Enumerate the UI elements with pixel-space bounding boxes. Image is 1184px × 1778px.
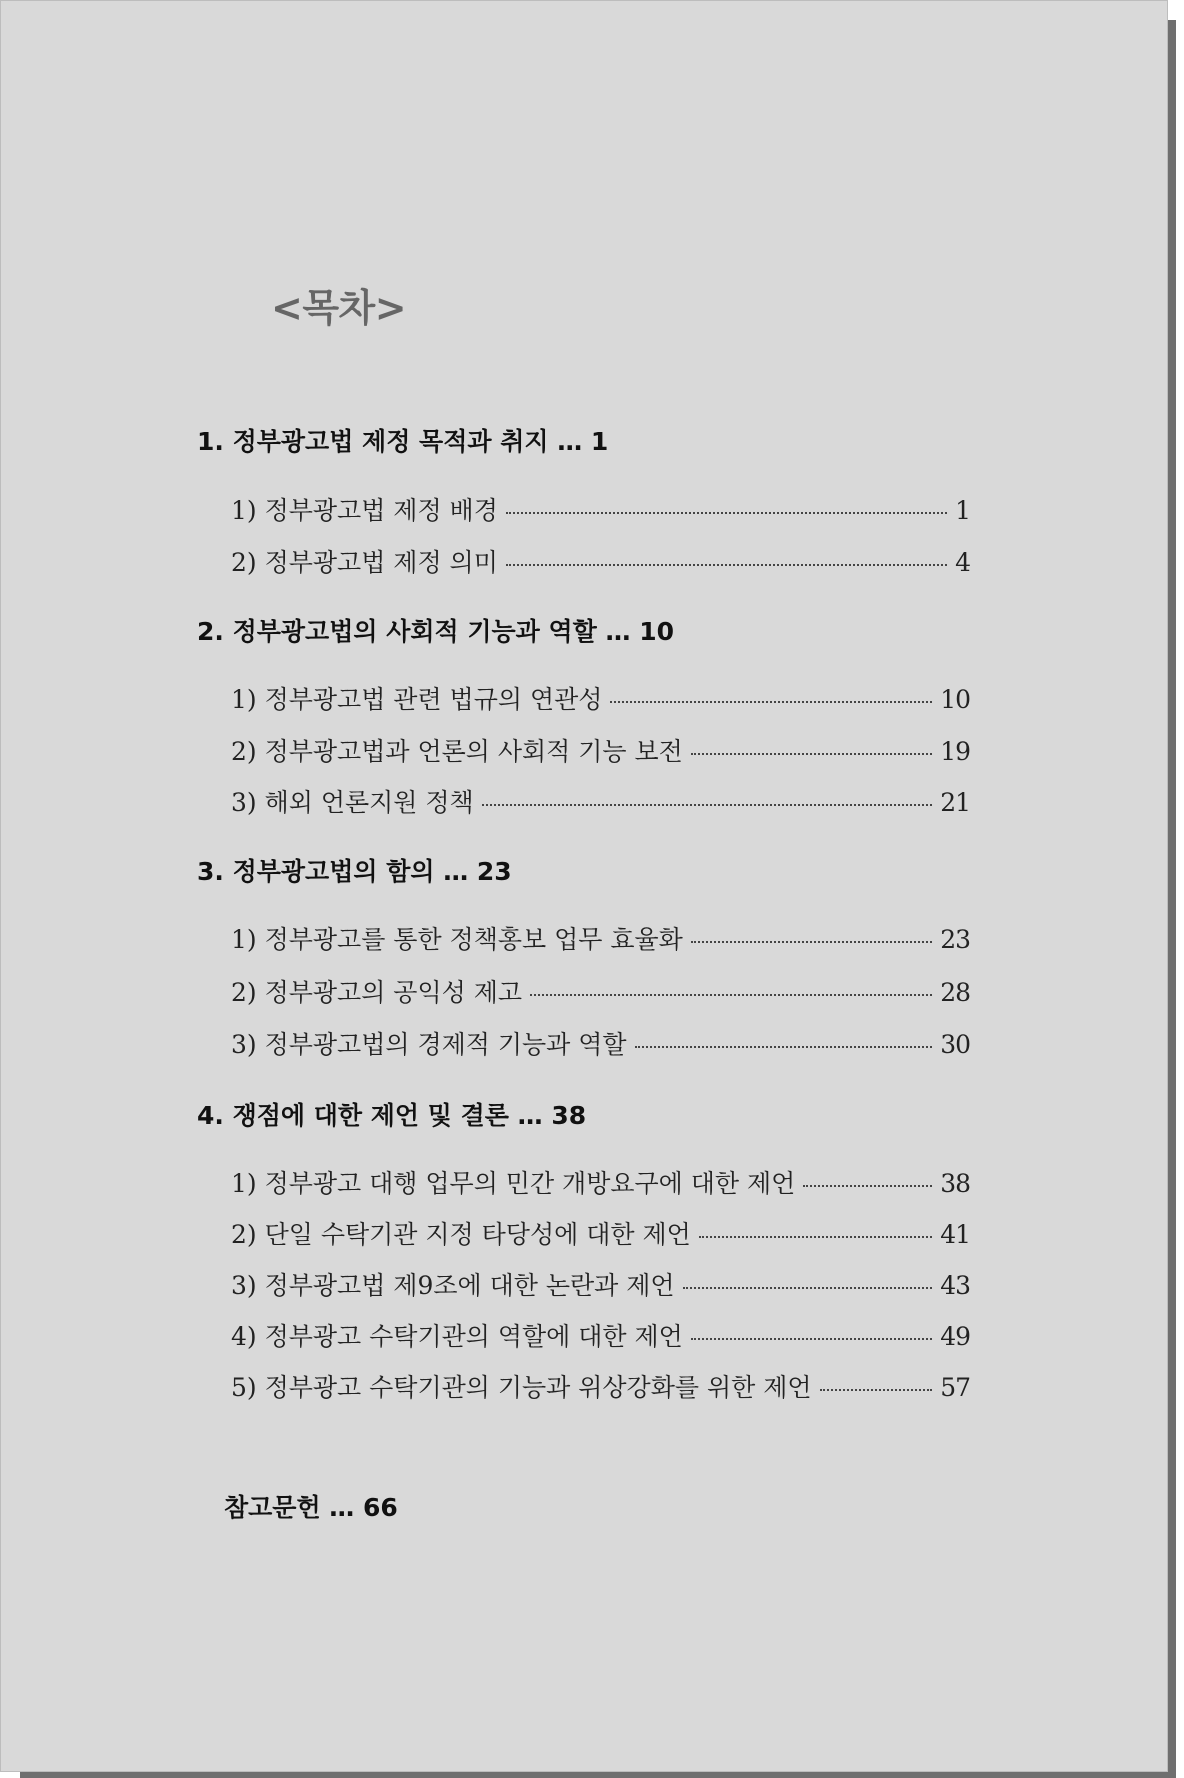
toc-title: <목차> (271, 286, 407, 330)
toc-entry-page: 1 (955, 496, 970, 525)
toc-entry-4-3 (231, 1273, 970, 1298)
references-heading: 참고문헌 … 66 (224, 1493, 398, 1522)
toc-entry-text: 3) 해외 언론지원 정책 (231, 788, 474, 817)
toc-entry-page: 28 (940, 978, 970, 1007)
toc-entry-text: 4) 정부광고 수탁기관의 역할에 대한 제언 (231, 1322, 683, 1351)
toc-entry-text: 3) 정부광고법 제9조에 대한 논란과 제언 (231, 1271, 675, 1300)
toc-entry-text: 2) 정부광고법과 언론의 사회적 기능 보전 (231, 737, 683, 766)
section-heading-1: 1. 정부광고법 제정 목적과 취지 … 1 (197, 427, 609, 456)
dot-leader (610, 701, 932, 703)
toc-entry-3-1 (231, 927, 970, 952)
toc-entry-2-2 (231, 739, 970, 764)
dot-leader (530, 994, 932, 996)
toc-entry-page: 57 (940, 1373, 970, 1402)
toc-entry-2-3 (231, 790, 970, 815)
toc-entry-page: 4 (955, 548, 970, 577)
section-heading-4: 4. 쟁점에 대한 제언 및 결론 … 38 (197, 1101, 587, 1130)
dot-leader (820, 1389, 933, 1391)
dot-leader (691, 941, 932, 943)
toc-entry-3-3 (231, 1032, 970, 1057)
toc-entry-4-2 (231, 1222, 970, 1247)
toc-entry-text: 1) 정부광고 대행 업무의 민간 개방요구에 대한 제언 (231, 1169, 796, 1198)
dot-leader (691, 1338, 932, 1340)
toc-entry-text: 2) 단일 수탁기관 지정 타당성에 대한 제언 (231, 1220, 691, 1249)
toc-entry-4-1 (231, 1171, 970, 1196)
toc-entry-page: 43 (940, 1271, 970, 1300)
section-heading-2: 2. 정부광고법의 사회적 기능과 역할 … 10 (197, 617, 675, 646)
toc-entry-text: 1) 정부광고법 관련 법규의 연관성 (231, 685, 603, 714)
toc-entry-text: 2) 정부광고법 제정 의미 (231, 548, 498, 577)
toc-entry-1-2 (231, 550, 970, 575)
section-heading-3: 3. 정부광고법의 함의 … 23 (197, 857, 512, 886)
dot-leader (506, 564, 947, 566)
toc-entry-page: 23 (940, 925, 970, 954)
toc-entry-2-1 (231, 687, 970, 712)
toc-entry-4-5 (231, 1375, 970, 1400)
toc-entry-text: 1) 정부광고법 제정 배경 (231, 496, 498, 525)
dot-leader (635, 1046, 933, 1048)
toc-entry-page: 38 (940, 1169, 970, 1198)
toc-entry-page: 19 (940, 737, 970, 766)
toc-entry-4-4 (231, 1324, 970, 1349)
dot-leader (803, 1185, 932, 1187)
toc-entry-3-2 (231, 980, 970, 1005)
dot-leader (699, 1236, 932, 1238)
toc-entry-page: 10 (940, 685, 970, 714)
toc-entry-1-1 (231, 498, 970, 523)
toc-entry-page: 41 (940, 1220, 970, 1249)
dot-leader (506, 512, 947, 514)
toc-entry-page: 49 (940, 1322, 970, 1351)
toc-entry-page: 21 (940, 788, 970, 817)
dot-leader (691, 753, 932, 755)
toc-entry-text: 3) 정부광고법의 경제적 기능과 역할 (231, 1030, 627, 1059)
toc-entry-text: 5) 정부광고 수탁기관의 기능과 위상강화를 위한 제언 (231, 1373, 812, 1402)
dot-leader (482, 804, 932, 806)
toc-entry-text: 2) 정부광고의 공익성 제고 (231, 978, 523, 1007)
dot-leader (683, 1287, 933, 1289)
toc-entry-text: 1) 정부광고를 통한 정책홍보 업무 효율화 (231, 925, 683, 954)
toc-entry-page: 30 (940, 1030, 970, 1059)
